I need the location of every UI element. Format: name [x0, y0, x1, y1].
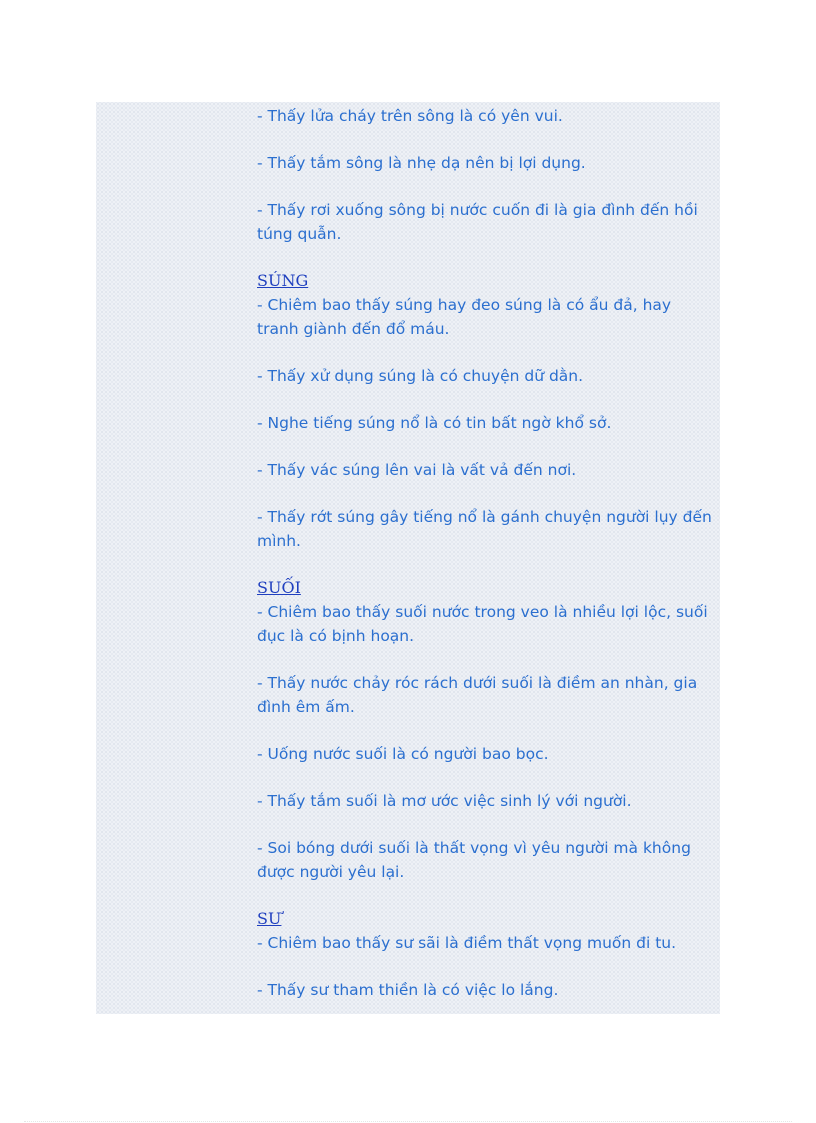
- paragraph: - Thấy lửa cháy trên sông là có yên vui.: [257, 107, 563, 125]
- paragraph: - Thấy nước chảy róc rách dưới suối là điềm an nhàn, gia đình êm ấm.: [257, 674, 698, 716]
- paragraph: - Thấy rớt súng gây tiếng nổ là gánh chuyện người lụy đến mình.: [257, 508, 712, 550]
- paragraph: - Soi bóng dưới suối là thất vọng vì yêu người mà không được người yêu lại.: [257, 839, 691, 881]
- paragraph: - Chiêm bao thấy súng hay đeo súng là có ẩu đả, hay tranh giành đến đổ máu.: [257, 296, 672, 338]
- paragraph: - Thấy sư tham thiền là có việc lo lắng.: [257, 981, 559, 999]
- paragraph: - Uống nước suối là có người bao bọc.: [257, 745, 549, 763]
- paragraph: - Thấy tắm suối là mơ ước việc sinh lý với người.: [257, 792, 632, 810]
- paragraph: - Thấy vác súng lên vai là vất vả đến nơi.: [257, 461, 577, 479]
- page-bottom-divider: [24, 1121, 792, 1122]
- paragraph: - Thấy rơi xuống sông bị nước cuốn đi là gia đình đến hồi túng quẫn.: [257, 201, 698, 243]
- section-su: [257, 907, 715, 931]
- paragraph: - Chiêm bao thấy suối nước trong veo là nhiều lợi lộc, suối đục là có bịnh hoạn.: [257, 603, 708, 645]
- section-suoi: [257, 576, 715, 600]
- section-heading-link[interactable]: SUỐI: [257, 578, 301, 597]
- paragraph: - Thấy tắm sông là nhẹ dạ nên bị lợi dụng.: [257, 154, 586, 172]
- paragraph: - Chiêm bao thấy sư sãi là điềm thất vọng muốn đi tu.: [257, 934, 677, 952]
- section-sung: [257, 269, 715, 293]
- paragraph: - Thấy xử dụng súng là có chuyện dữ dằn.: [257, 367, 584, 385]
- section-heading-link[interactable]: SƯ: [257, 909, 282, 928]
- section-heading-link[interactable]: SÚNG: [257, 271, 309, 290]
- document-body: [257, 104, 715, 1002]
- paragraph: - Nghe tiếng súng nổ là có tin bất ngờ khổ sở.: [257, 414, 612, 432]
